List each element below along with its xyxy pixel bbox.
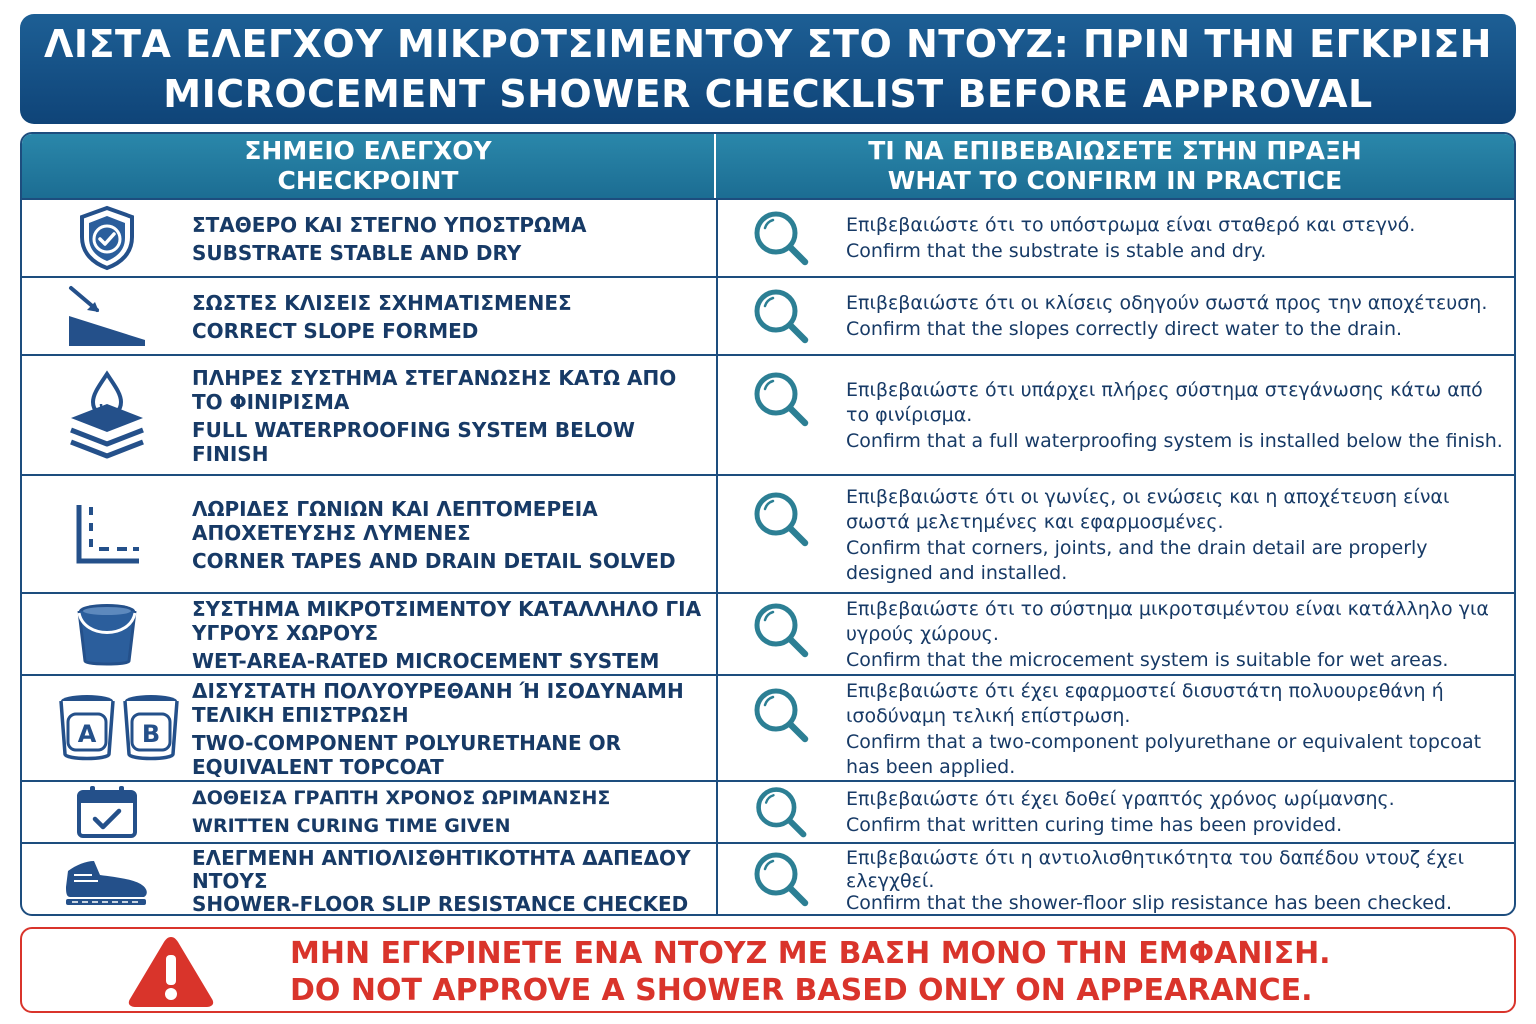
checkpoint-greek: ΣΥΣΤΗΜΑ ΜΙΚΡΟΤΣΙΜΕΝΤΟΥ ΚΑΤΑΛΛΗΛΟ ΓΙΑ ΥΓΡΟΥΣ ΧΩΡΟΥΣ — [192, 597, 702, 645]
icon-label-b: B — [141, 720, 161, 748]
checkpoint-cell — [192, 846, 712, 916]
confirm-english: Confirm that the slopes correctly direct water to the drain. — [846, 318, 1403, 340]
checkpoint-english: CORRECT SLOPE FORMED — [192, 319, 479, 343]
warning-box — [20, 927, 1516, 1013]
icon-label-a: A — [77, 720, 97, 748]
checkpoint-cell — [192, 786, 712, 838]
column-divider — [716, 476, 718, 592]
shield-check-icon — [62, 200, 152, 276]
checkpoint-english: WET-AREA-RATED MICROCEMENT SYSTEM — [192, 649, 660, 673]
warning-triangle-icon — [126, 933, 216, 1013]
calendar-check-icon — [62, 782, 152, 842]
checkpoint-english: SHOWER-FLOOR SLIP RESISTANCE CHECKED — [192, 891, 689, 916]
checkpoint-greek: ΔΙΣΥΣΤΑΤΗ ΠΟΛΥΟΥΡΕΘΑΝΗ Ή ΙΣΟΔΥΝΑΜΗ ΤΕΛΙΚΗ ΕΠΙΣΤΡΩΣΗ — [192, 679, 684, 727]
checkpoint-cell — [192, 484, 712, 586]
confirm-english: Confirm that the substrate is stable and dry. — [846, 240, 1267, 262]
header-checkpoint — [22, 134, 716, 198]
magnifier-icon — [746, 594, 816, 666]
confirm-english: Confirm that a two-component polyurethane or equivalent topcoat has been applied. — [846, 731, 1482, 778]
checkpoint-cell — [192, 208, 712, 270]
checkpoint-english: TWO-COMPONENT POLYURETHANE OR EQUIVALENT TOPCOAT — [192, 731, 622, 779]
checkpoint-cell — [192, 680, 712, 778]
shoe-icon — [62, 844, 152, 916]
magnifier-icon — [746, 200, 816, 276]
confirm-greek: Επιβεβαιώστε ότι έχει δοθεί γραπτός χρόνος ωρίμανσης. — [846, 787, 1395, 810]
checkpoint-greek: ΛΩΡΙΔΕΣ ΓΩΝΙΩΝ ΚΑΙ ΛΕΠΤΟΜΕΡΕΙΑ ΑΠΟΧΕΤΕΥΣΗΣ ΛΥΜΕΝΕΣ — [192, 497, 598, 545]
checkpoint-cell — [192, 597, 712, 673]
confirm-english: Confirm that the shower-floor slip resistance has been checked. — [846, 892, 1452, 915]
table-row — [22, 592, 1514, 674]
column-divider — [716, 782, 718, 842]
magnifier-icon — [746, 278, 816, 354]
confirm-cell — [846, 284, 1506, 348]
title-greek: ΛΙΣΤΑ ΕΛΕΓΧΟΥ ΜΙΚΡΟΤΣΙΜΕΝΤΟΥ ΣΤΟ ΝΤΟΥΖ: ΠΡΙΝ ΤΗΝ ΕΓΚΡΙΣΗ — [44, 22, 1492, 66]
header-confirm-greek: ΤΙ ΝΑ ΕΠΙΒΕΒΑΙΩΣΕΤΕ ΣΤΗΝ ΠΡΑΞΗ — [868, 136, 1362, 165]
confirm-english: Confirm that written curing time has been provided. — [846, 814, 1343, 836]
confirm-greek: Επιβεβαιώστε ότι υπάρχει πλήρες σύστημα στεγάνωσης κάτω από το φινίρισμα. — [846, 379, 1483, 426]
corner-tape-icon — [62, 476, 152, 592]
magnifier-icon — [746, 844, 816, 914]
confirm-cell — [846, 846, 1506, 916]
column-divider — [716, 278, 718, 354]
two-component-ab-icon — [44, 676, 194, 780]
header-confirm — [716, 134, 1514, 198]
checkpoint-greek: ΣΩΣΤΕΣ ΚΛΙΣΕΙΣ ΣΧΗΜΑΤΙΣΜΕΝΕΣ — [192, 291, 572, 315]
waterproof-layers-icon — [62, 356, 152, 474]
magnifier-icon — [746, 680, 816, 750]
confirm-greek: Επιβεβαιώστε ότι οι κλίσεις οδηγούν σωστά προς την αποχέτευση. — [846, 291, 1488, 314]
confirm-cell — [846, 362, 1506, 470]
checkpoint-english: CORNER TAPES AND DRAIN DETAIL SOLVED — [192, 549, 676, 573]
magnifier-icon — [746, 364, 816, 434]
confirm-english: Confirm that a full waterproofing system is installed below the finish. — [846, 430, 1503, 453]
bucket-icon — [62, 594, 152, 674]
confirm-greek: Επιβεβαιώστε ότι οι γωνίες, οι ενώσεις και η αποχέτευση είναι σωστά μελετημένες και εφαρμοσμένες. — [846, 486, 1450, 533]
checklist-table — [20, 132, 1516, 916]
warning-greek: ΜΗΝ ΕΓΚΡΙΝΕΤΕ ΕΝΑ ΝΤΟΥΖ ΜΕ ΒΑΣΗ ΜΟΝΟ ΤΗΝ ΕΜΦΑΝΙΣΗ. — [290, 936, 1331, 971]
confirm-cell — [846, 598, 1506, 672]
confirm-greek: Επιβεβαιώστε ότι έχει εφαρμοστεί δισυστάτη πολυουρεθάνη ή ισοδύναμη τελική επίστρωση. — [846, 680, 1444, 727]
confirm-greek: Επιβεβαιώστε ότι η αντιολισθητικότητα του δαπέδου ντουζ έχει ελεγχθεί. — [846, 847, 1465, 892]
header-checkpoint-english: CHECKPOINT — [277, 166, 459, 195]
confirm-cell — [846, 678, 1506, 780]
table-row — [22, 276, 1514, 354]
confirm-greek: Επιβεβαιώστε ότι το σύστημα μικροτσιμέντου είναι κατάλληλο για υγρούς χώρους. — [846, 598, 1489, 645]
checkpoint-english: WRITTEN CURING TIME GIVEN — [192, 815, 511, 837]
checkpoint-cell — [192, 364, 712, 468]
confirm-cell — [846, 206, 1506, 270]
column-divider — [716, 594, 718, 674]
table-row — [22, 842, 1514, 916]
table-row — [22, 674, 1514, 780]
table-row — [22, 198, 1514, 276]
confirm-english: Confirm that the microcement system is suitable for wet areas. — [846, 649, 1449, 672]
warning-english: DO NOT APPROVE A SHOWER BASED ONLY ON APPEARANCE. — [290, 973, 1313, 1008]
confirm-cell — [846, 784, 1506, 840]
header-checkpoint-greek: ΣΗΜΕΙΟ ΕΛΕΓΧΟΥ — [244, 136, 492, 165]
checkpoint-greek: ΕΛΕΓΜΕΝΗ ΑΝΤΙΟΛΙΣΘΗΤΙΚΟΤΗΤΑ ΔΑΠΕΔΟΥ ΝΤΟΥΣ — [192, 845, 691, 893]
slope-icon — [62, 278, 152, 354]
magnifier-icon — [746, 484, 816, 554]
checkpoint-greek: ΠΛΗΡΕΣ ΣΥΣΤΗΜΑ ΣΤΕΓΑΝΩΣΗΣ ΚΑΤΩ ΑΠΟ ΤΟ ΦΙΝΙΡΙΣΜΑ — [192, 366, 677, 414]
warning-text — [290, 935, 1490, 1009]
confirm-greek: Επιβεβαιώστε ότι το υπόστρωμα είναι σταθερό και στεγνό. — [846, 213, 1416, 236]
column-divider — [716, 676, 718, 780]
header-confirm-english: WHAT TO CONFIRM IN PRACTICE — [887, 166, 1343, 195]
checkpoint-english: SUBSTRATE STABLE AND DRY — [192, 241, 522, 265]
confirm-cell — [846, 482, 1506, 588]
table-header — [22, 134, 1514, 198]
table-row — [22, 780, 1514, 842]
magnifier-icon — [746, 782, 816, 842]
column-divider — [716, 844, 718, 916]
column-divider — [716, 200, 718, 276]
table-row — [22, 474, 1514, 592]
confirm-english: Confirm that corners, joints, and the drain detail are properly designed and installed. — [846, 537, 1428, 584]
checkpoint-cell — [192, 286, 712, 348]
checkpoint-greek: ΣΤΑΘΕΡΟ ΚΑΙ ΣΤΕΓΝΟ ΥΠΟΣΤΡΩΜΑ — [192, 213, 587, 237]
column-divider — [716, 356, 718, 474]
title-banner — [20, 14, 1516, 124]
checkpoint-greek: ΔΟΘΕΙΣΑ ΓΡΑΠΤΗ ΧΡΟΝΟΣ ΩΡΙΜΑΝΣΗΣ — [192, 787, 611, 809]
title-english: MICROCEMENT SHOWER CHECKLIST BEFORE APPROVAL — [163, 72, 1373, 116]
table-row — [22, 354, 1514, 474]
checkpoint-english: FULL WATERPROOFING SYSTEM BELOW FINISH — [192, 418, 635, 466]
